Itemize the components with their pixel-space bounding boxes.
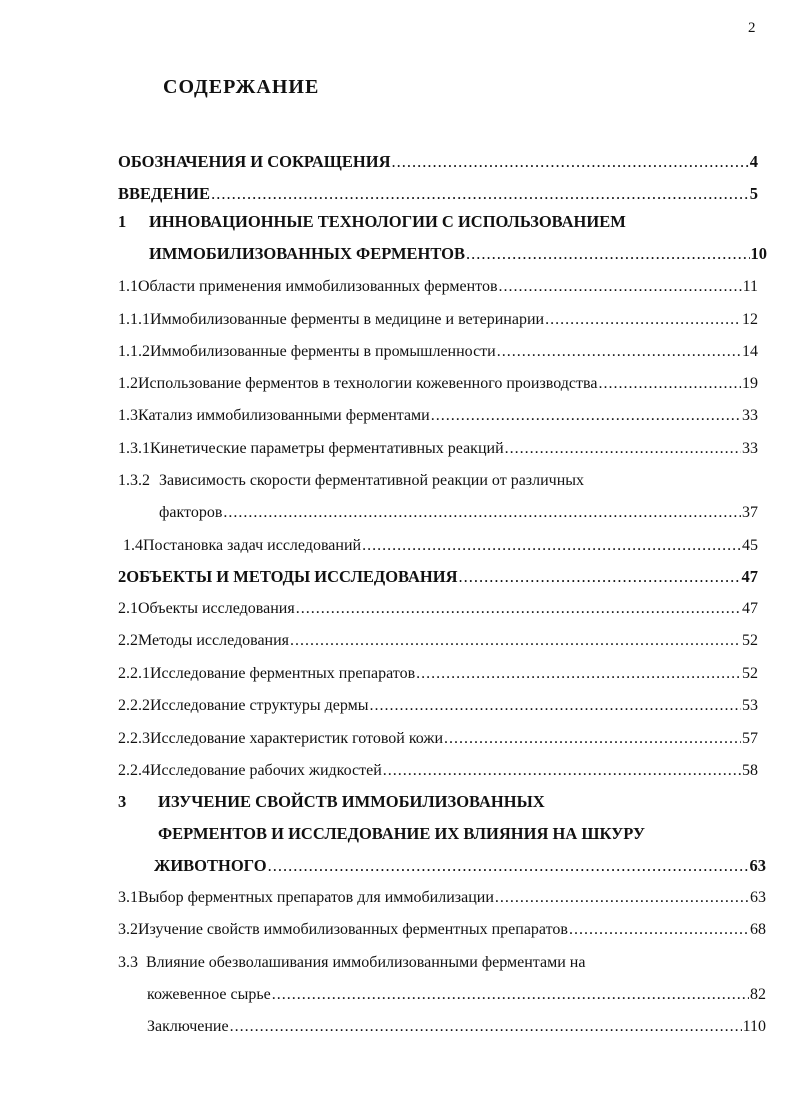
toc-entry-text: Иммобилизованные ферменты в промышленности [150,343,496,360]
toc-entry-text: Постановка задач исследований [143,537,362,554]
toc-chapter-3-line1[interactable] [118,790,758,814]
toc-page-number: 14 [742,343,758,360]
leader-dots [495,886,749,910]
leader-dots [499,275,742,299]
toc-entry-number: 3.3 [118,954,138,971]
toc-chapter-1-line2[interactable] [149,242,767,266]
leader-dots [416,662,741,686]
page-title: СОДЕРЖАНИЕ [163,76,320,98]
toc-entry-2-2-4[interactable] [118,759,758,783]
leader-dots [290,629,741,653]
toc-page-number: 58 [742,762,758,779]
toc-entry-text: Исследование рабочих жидкостей [150,762,382,779]
leader-dots [569,918,749,942]
leader-dots [459,565,741,589]
toc-page-number: 19 [742,375,758,392]
toc-entry-number: 1 [118,212,127,231]
leader-dots [211,182,749,206]
toc-entry-conclusion[interactable] [147,1015,766,1039]
toc-entry-text: Исследование структуры дермы [150,697,369,714]
toc-entry-text: Выбор ферментных препаратов для иммобилизации [138,889,494,906]
toc-entry-number: 2.2.4 [118,762,150,779]
toc-entry-3-1[interactable] [118,886,766,910]
toc-entry-3-3-line1[interactable] [118,951,766,975]
toc-page-number: 37 [742,504,758,521]
toc-entry-number: 2.2.2 [118,697,150,714]
toc-entry-3-2[interactable] [118,918,766,942]
toc-entry-2-2-3[interactable] [118,727,758,751]
toc-entry-text: факторов [159,504,223,521]
toc-entry-number: 2.1 [118,600,138,617]
toc-entry-2-2-2[interactable] [118,694,758,718]
leader-dots [431,404,741,428]
toc-entry-text: Влияние обезволашивания иммобилизованными ферментами на [146,954,586,971]
leader-dots [268,854,749,878]
toc-entry-text: Методы исследования [138,632,290,649]
toc-entry-text: ВВЕДЕНИЕ [118,184,211,203]
toc-entry-text: Зависимость скорости ферментативной реакции от различных [159,472,585,489]
leader-dots [598,372,741,396]
toc-entry-2-2[interactable] [118,629,758,653]
toc-entry-number: 2.2.1 [118,665,150,682]
toc-entry-3-3-line2[interactable] [147,983,766,1007]
toc-entry-text: ОБЪЕКТЫ И МЕТОДЫ ИССЛЕДОВАНИЯ [126,567,458,586]
toc-page-number: 4 [749,152,758,171]
leader-dots [362,534,741,558]
toc-page-number: 52 [742,665,758,682]
toc-entry-1-1-1[interactable] [118,308,758,332]
toc-entry-text: кожевенное сырье [147,986,271,1003]
toc-entry-number: 1.1 [118,278,138,295]
toc-entry-text: Области применения иммобилизованных ферментов [138,278,498,295]
toc-entry-text: ФЕРМЕНТОВ И ИССЛЕДОВАНИЕ ИХ ВЛИЯНИЯ НА ШКУРУ [158,824,646,843]
toc-entry-number: 1.2 [118,375,138,392]
toc-entry-text: Использование ферментов в технологии кожевенного производства [138,375,598,392]
toc-entry-text: ИННОВАЦИОННЫЕ ТЕХНОЛОГИИ С ИСПОЛЬЗОВАНИЕМ [149,212,626,231]
leader-dots [505,437,741,461]
toc-entry-text: ИММОБИЛИЗОВАННЫХ ФЕРМЕНТОВ [149,244,466,263]
toc-page-number: 63 [750,889,766,906]
leader-dots [272,983,749,1007]
toc-entry-number: 3 [118,792,127,811]
toc-entry-number: 1.3 [118,407,138,424]
leader-dots [466,242,749,266]
toc-page-number: 57 [742,730,758,747]
page-number: 2 [748,20,756,36]
toc-page-number: 11 [742,278,758,295]
leader-dots [497,340,741,364]
toc-page-number: 5 [749,184,758,203]
leader-dots [392,150,749,174]
toc-entry-text: ИЗУЧЕНИЕ СВОЙСТВ ИММОБИЛИЗОВАННЫХ [158,792,545,811]
toc-page-number: 47 [741,567,758,586]
toc-chapter-3-line2[interactable] [158,822,768,846]
toc-page-number: 10 [750,244,767,263]
leader-dots [383,759,741,783]
toc-page-number: 47 [742,600,758,617]
toc-page-number: 33 [742,440,758,457]
toc-entry-number: 2.2 [118,632,138,649]
toc-entry-1-3-2-line2[interactable] [159,501,758,525]
leader-dots [444,727,741,751]
toc-page-number: 33 [742,407,758,424]
toc-chapter-3-line3[interactable] [154,854,766,878]
toc-entry-1-2[interactable] [118,372,758,396]
toc-entry-1-3[interactable] [118,404,758,428]
toc-entry-1-3-2-line1[interactable] [118,469,758,493]
toc-entry-text: ЖИВОТНОГО [154,856,267,875]
toc-page-number: 45 [742,537,758,554]
toc-page-number: 53 [742,697,758,714]
toc-entry-abbreviations[interactable] [118,150,758,174]
toc-entry-number: 2 [118,567,127,586]
toc-entry-text: Кинетические параметры ферментативных реакций [150,440,504,457]
leader-dots [223,501,741,525]
leader-dots [230,1015,742,1039]
toc-entry-2-1[interactable] [118,597,758,621]
toc-page-number: 68 [750,921,766,938]
toc-entry-number: 1.3.2 [118,472,150,489]
toc-entry-text: Исследование ферментных препаратов [150,665,416,682]
toc-entry-number: 1.1.2 [118,343,150,360]
leader-dots [296,597,741,621]
toc-page-number: 82 [750,986,766,1003]
toc-page-number: 63 [749,856,766,875]
toc-entry-text: ОБОЗНАЧЕНИЯ И СОКРАЩЕНИЯ [118,152,391,171]
toc-page-number: 12 [742,311,758,328]
toc-entry-1-3-1[interactable] [118,437,758,461]
toc-entry-1-1-2[interactable] [118,340,758,364]
leader-dots [545,308,741,332]
toc-entry-number: 3.2 [118,921,138,938]
toc-entry-number: 1.3.1 [118,440,150,457]
toc-entry-number: 1.4 [123,537,143,554]
toc-entry-text: Катализ иммобилизованными ферментами [138,407,430,424]
leader-dots [370,694,742,718]
toc-entry-text: Иммобилизованные ферменты в медицине и ветеринарии [150,311,545,328]
toc-chapter-1-line1[interactable] [118,210,758,234]
toc-entry-number: 1.1.1 [118,311,150,328]
toc-entry-1-1[interactable] [118,275,758,299]
toc-entry-text: Объекты исследования [138,600,295,617]
toc-entry-text: Заключение [147,1018,229,1035]
toc-entry-text: Исследование характеристик готовой кожи [150,730,444,747]
toc-entry-number: 2.2.3 [118,730,150,747]
toc-entry-1-4[interactable] [123,534,758,558]
toc-page-number: 110 [742,1018,766,1035]
toc-entry-number: 3.1 [118,889,138,906]
toc-entry-text: Изучение свойств иммобилизованных ферментных препаратов [138,921,568,938]
toc-entry-2-2-1[interactable] [118,662,758,686]
toc-entry-introduction[interactable] [118,182,758,206]
toc-chapter-2[interactable] [118,565,758,589]
toc-page-number: 52 [742,632,758,649]
